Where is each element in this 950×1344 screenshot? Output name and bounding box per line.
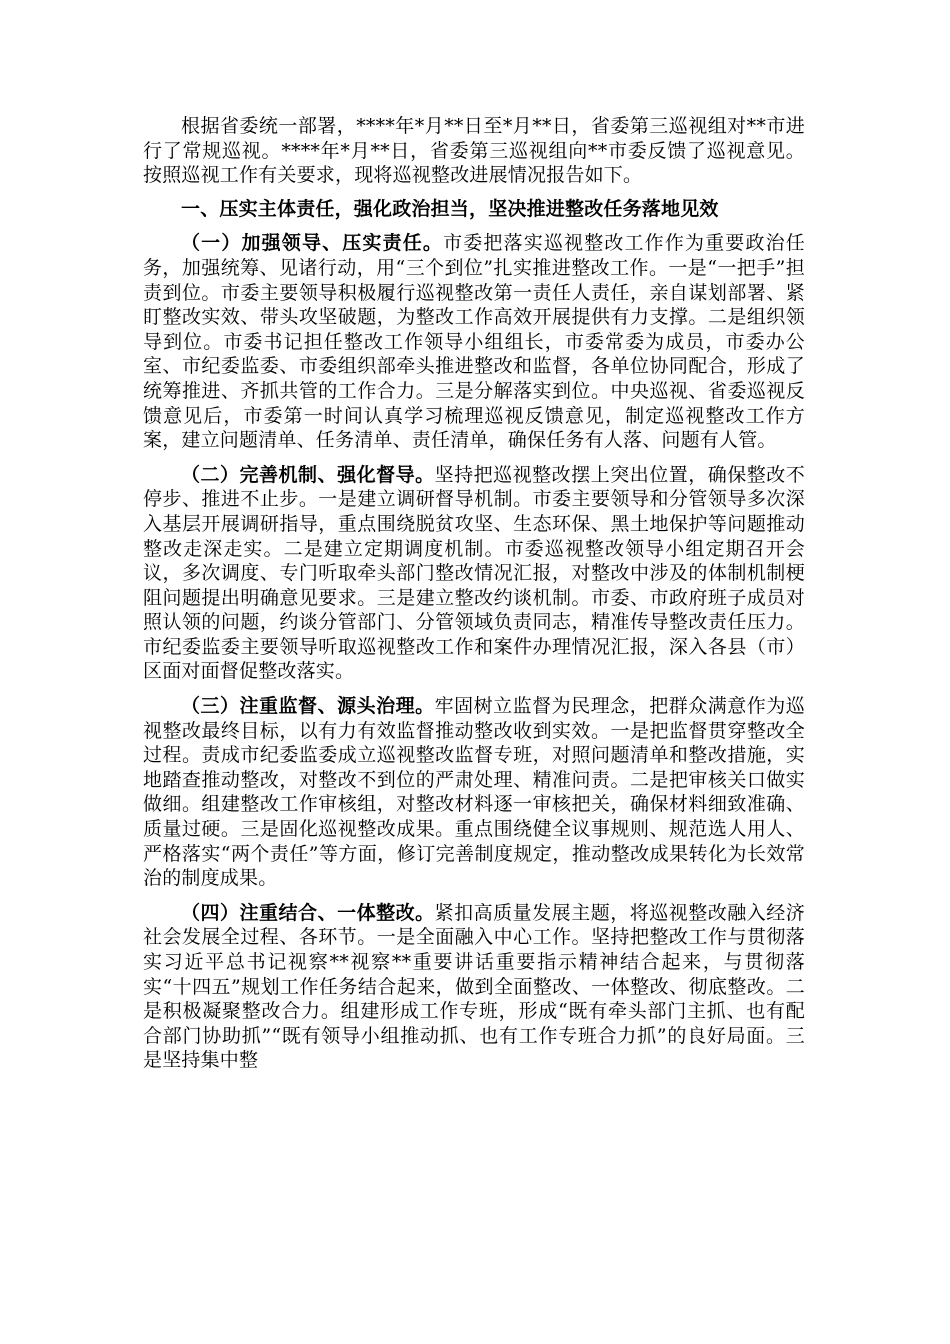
section-heading: 一、压实主体责任，强化政治担当，坚决推进整改任务落地见效 <box>181 197 719 220</box>
subsection-1-title: （一）加强领导、压实责任。 <box>181 232 444 255</box>
subsection-1-paragraph <box>143 231 805 452</box>
intro-paragraph: 根据省委统一部署，****年*月**日至*月**日，省委第三巡视组对**市进行了常规巡视。****年*月**日，省委第三巡视组向**市委反馈了巡视意见。按照巡视工作有关要求，现将巡视整改进展情况报告如下。 <box>143 115 805 187</box>
subsection-4-paragraph <box>143 901 805 1073</box>
subsection-1-body: 市委把落实巡视整改工作作为重要政治任务，加强统筹、见诸行动，用“三个到位”扎实推进整改工作。一是“一把手”担责到位。市委主要领导积极履行巡视整改第一责任人责任，亲自谋划部署、紧盯整改实效、带头攻坚破题，为整改工作高效开展提供有力支撑。二是组织领导到位。市委书记担任整改工作领导小组组长，市委常委为成员，市委办公室、市纪委监委、市委组织部牵头推进整改和监督，各单位协同配合，形成了统筹推进、齐抓共管的工作合力。三是分解落实到位。中央巡视、省委巡视反馈意见后，市委第一时间认真学习梳理巡视反馈意见，制定巡视整改工作方案，建立问题清单、任务清单、责任清单，确保任务有人落、问题有人管。 <box>143 232 805 452</box>
subsection-2-paragraph <box>143 463 805 684</box>
subsection-3-paragraph <box>143 694 805 891</box>
document-page <box>143 114 805 1073</box>
subsection-4-title: （四）注重结合、一体整改。 <box>181 901 435 924</box>
subsection-2-title: （二）完善机制、强化督导。 <box>181 463 435 486</box>
subsection-3-title: （三）注重监督、源头治理。 <box>181 695 435 718</box>
subsection-3-body: 牢固树立监督为民理念，把群众满意作为巡视整改最终目标，以有力有效监督推动整改收到实效。一是把监督贯穿整改全过程。责成市纪委监委成立巡视整改监督专班，对照问题清单和整改措施，实地踏查推动整改，对整改不到位的严肃处理、精准问责。二是把审核关口做实做细。组建整改工作审核组，对整改材料逐一审核把关，确保材料细致准确、质量过硬。三是固化巡视整改成果。重点围绕健全议事规则、规范选人用人、严格落实“两个责任”等方面，修订完善制度规定，推动整改成果转化为长效常治的制度成果。 <box>143 695 805 890</box>
subsection-2-body: 坚持把巡视整改摆上突出位置，确保整改不停步、推进不止步。一是建立调研督导机制。市委主要领导和分管领导多次深入基层开展调研指导，重点围绕脱贫攻坚、生态环保、黑土地保护等问题推动整改走深走实。二是建立定期调度机制。市委巡视整改领导小组定期召开会议，多次调度、专门听取牵头部门整改情况汇报，对整改中涉及的体制机制梗阻问题提出明确意见要求。三是建立整改约谈机制。市委、市政府班子成员对照认领的问题，约谈分管部门、分管领域负责同志，精准传导整改责任压力。市纪委监委主要领导听取巡视整改工作和案件办理情况汇报，深入各县（市）区面对面督促整改落实。 <box>143 463 805 683</box>
subsection-4-body: 紧扣高质量发展主题，将巡视整改融入经济社会发展全过程、各环节。一是全面融入中心工作。坚持把整改工作与贯彻落实习近平总书记视察**视察**重要讲话重要指示精神结合起来，与贯彻落实“十四五”规划工作任务结合起来，做到全面整改、一体整改、彻底整改。二是积极凝聚整改合力。组建形成工作专班，形成“既有牵头部门主抓、也有配合部门协助抓”“既有领导小组推动抓、也有工作专班合力抓”的良好局面。三是坚持集中整 <box>143 901 805 1072</box>
